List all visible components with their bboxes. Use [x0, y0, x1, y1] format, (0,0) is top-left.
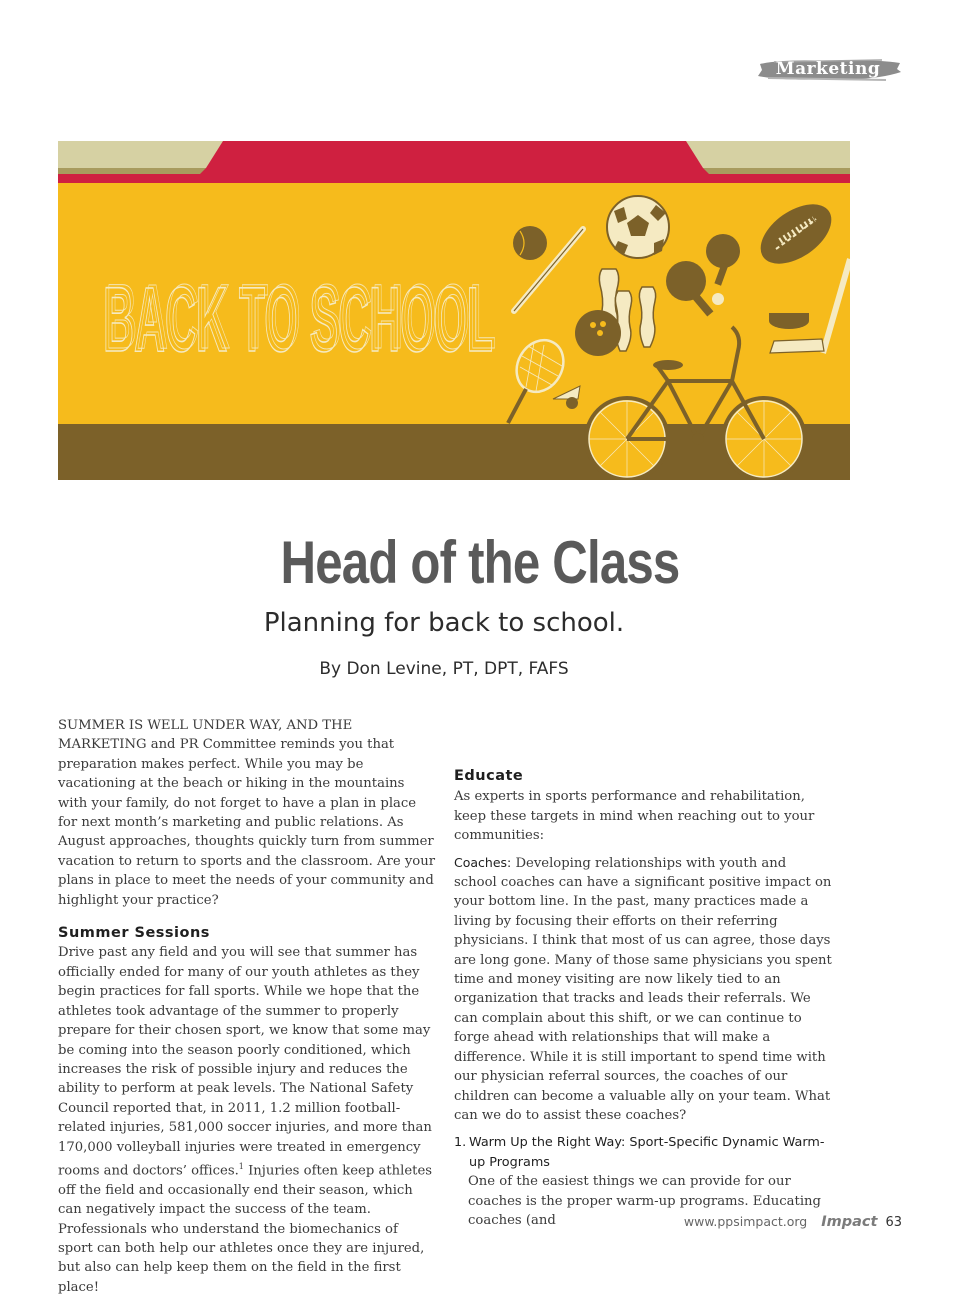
- article-byline: By Don Levine, PT, DPT, FAFS: [319, 659, 569, 679]
- list-item-body: One of the easiest things we can provide for our coaches is the proper warm-up programs. Educating coaches (and: [468, 1174, 821, 1229]
- article-subtitle: Planning for back to school.: [263, 608, 625, 638]
- section-tag: [754, 56, 902, 84]
- footnote-mark: 1: [238, 1161, 244, 1171]
- summer-sessions-paragraph: [58, 943, 436, 1297]
- section-label: Marketing: [775, 59, 881, 79]
- footer-url: www.ppsimpact.org: [683, 1214, 808, 1229]
- footer-brand: Impact: [821, 1214, 878, 1230]
- intro-paragraph: SUMMER IS WELL UNDER WAY, AND THE MARKETING and PR Committee reminds you that preparation makes perfect. While you may be vacationing at the beach or hiking in the mountains with your family, do not forget to have a plan in place for next month’s marketing and public relations. As August approaches, thoughts quickly turn from summer vacation to return to sports and the classroom. Are your plans in place to meet the needs of your community and highlight your practice?: [58, 718, 436, 908]
- coaches-paragraph: [454, 853, 832, 1126]
- body-column-right: [454, 755, 832, 1231]
- hero-illustration: [58, 141, 850, 480]
- list-item: [454, 1133, 832, 1172]
- baseball-icon: [513, 226, 547, 260]
- banner-inline-stroke: BACK TO SCHOOL: [106, 266, 496, 368]
- list-item-number: 1.: [454, 1135, 467, 1151]
- coaches-text: Developing relationships with youth and school coaches can have a significant positive impact on your bottom line. In the past, many practices made a living by focusing their efforts on their referring physicians. I think that most of us can agree, those days are long gone. Many of those same physicians you spent time and money visiting are now likely tied to an organization that tracks and leads their referrals. We can complain about this shift, or we can continue to forge ahead with relationships that will make a difference. While it is still important to spend time with our physician referral sources, the coaches of our children can become a valuable ally on your team. What can we do to assist these coaches?: [454, 855, 832, 1123]
- article-title: Head of the Class: [280, 529, 680, 596]
- page-number: 63: [885, 1215, 902, 1230]
- educate-heading: Educate: [454, 768, 524, 784]
- summer-sessions-heading: Summer Sessions: [58, 925, 210, 942]
- back-to-school-banner: BACK TO SCHOOL: [103, 269, 493, 371]
- coaches-label: Coaches:: [454, 854, 512, 870]
- bowling-ball-icon: [575, 310, 621, 356]
- soccer-ball-icon: [607, 196, 669, 258]
- body-column-left: [58, 716, 436, 1297]
- hockey-puck-icon: [769, 313, 809, 329]
- list-item-title: Warm Up the Right Way: Sport-Specific Dynamic Warm-up Programs: [469, 1135, 825, 1170]
- summer-text-part-a: Drive past any field and you will see that summer has officially ended for many of our youth athletes as they begin practices for fall sports. While we hope that the athletes took advantage of the summer to properly prepare for their chosen sport, we know that some may be coming into the season poorly conditioned, which increases the risk of possible injury and reduces the ability to perform at peak levels. The National Safety Council reported that, in 2011, 1.2 million football-related injuries, 581,000 soccer injuries, and more than 170,000 volleyball injuries were treated in emergency rooms and doctors’ offices.: [58, 945, 432, 1179]
- page-footer: [684, 1214, 902, 1230]
- educate-paragraph: As experts in sports performance and rehabilitation, keep these targets in mind when reaching out to your communities:: [454, 789, 815, 844]
- summer-text-part-b: Injuries often keep athletes off the field and occasionally end their season, which can negatively impact the success of the team. Professionals who understand the biomechanics of sport can both help our athletes once they are injured, but also can help keep them on the field in the first place!: [58, 1163, 433, 1295]
